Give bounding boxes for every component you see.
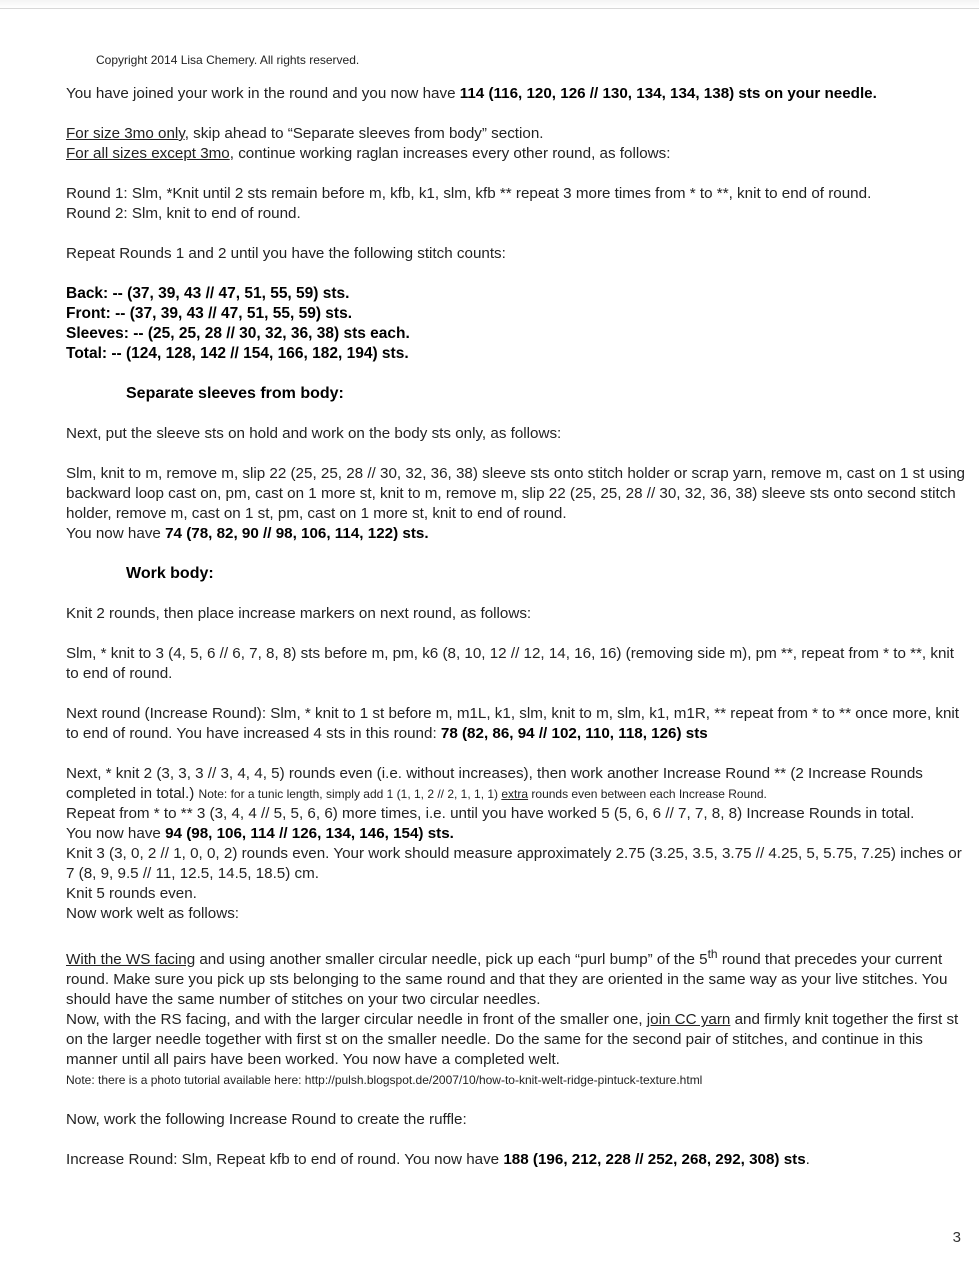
tutorial-note: Note: there is a photo tutorial available here: http://pulsh.blogspot.de/2007/10/how-to-knit-welt-ridge-pintuck-texture.html bbox=[66, 1073, 703, 1088]
now-have-count: 94 (98, 106, 114 // 126, 134, 146, 154) sts. bbox=[165, 825, 454, 842]
top-edge bbox=[0, 0, 979, 9]
repeat-rounds: Repeat Rounds 1 and 2 until you have the following stitch counts: bbox=[66, 245, 506, 262]
increase-round-text: Next round (Increase Round): Slm, * knit to 1 st before m, m1L, k1, slm, knit to m, slm, k1, m1R, ** repeat from * to ** once more, knit to end of round. You have increased 4 sts in this round: bbox=[66, 705, 960, 742]
page-number: 3 bbox=[952, 1229, 961, 1246]
ruffle-text: Increase Round: Slm, Repeat kfb to end of round. You now have bbox=[66, 1151, 504, 1169]
separate-now-count: 74 (78, 82, 90 // 98, 106, 114, 122) sts. bbox=[165, 525, 429, 542]
tunic-note-b: rounds even between each Increase Round. bbox=[528, 787, 767, 801]
ruffle-tail: . bbox=[805, 1151, 810, 1169]
rs-text-b: and firmly knit together the first st on the larger needle together with first st on the smaller needle. Do the same for the second pair of stitches, and continue in this manner until all pairs have been worked. You now have a completed welt. bbox=[66, 1011, 959, 1069]
ws-superscript: th bbox=[707, 947, 718, 961]
all-sizes-text: , continue working raglan increases every other round, as follows: bbox=[229, 145, 671, 162]
separate-now bbox=[66, 524, 966, 544]
size-3mo-label: For size 3mo only bbox=[66, 125, 185, 142]
next-knit bbox=[66, 764, 966, 804]
ruffle-round bbox=[66, 1150, 966, 1170]
increase-round-count: 78 (82, 86, 94 // 102, 110, 118, 126) sts bbox=[440, 725, 708, 742]
round-1: Round 1: Slm, *Knit until 2 sts remain before m, kfb, k1, slm, kfb ** repeat 3 more times from * to **, knit to end of round. bbox=[66, 185, 872, 202]
join-cc-yarn: join CC yarn bbox=[646, 1011, 731, 1029]
knit-2-rounds: Knit 2 rounds, then place increase markers on next round, as follows: bbox=[66, 605, 532, 622]
place-markers: Slm, * knit to 3 (4, 5, 6 // 6, 7, 8, 8) sts before m, pm, k6 (8, 10, 12 // 12, 14, 16, 16) (removing side m), pm **, repeat from * to **, knit to end of round. bbox=[66, 645, 955, 682]
knit-3-rounds: Knit 3 (3, 0, 2 // 1, 0, 0, 2) rounds even. Your work should measure approximately 2.75 (3.25, 3.5, 3.75 // 4.25, 5, 5.75, 7.25) inches or 7 (8, 9, 9.5 // 11, 12.5, 14.5, 18.5) cm. bbox=[66, 845, 962, 882]
joined-text: You have joined your work in the round and you now have bbox=[66, 85, 460, 102]
separate-now-text: You now have bbox=[66, 525, 166, 542]
size-3mo-line bbox=[66, 124, 966, 144]
count-back: Back: -- (37, 39, 43 // 47, 51, 55, 59) sts. bbox=[66, 285, 350, 302]
next-knit-text: Next, * knit 2 (3, 3, 3 // 3, 4, 4, 5) rounds even (i.e. without increases), then work another Increase Round ** (2 Increase Rounds completed in total.) bbox=[66, 765, 923, 802]
rs-paragraph bbox=[66, 1010, 966, 1070]
stitch-counts bbox=[66, 284, 966, 364]
rs-text-a: Now, with the RS facing, and with the larger circular needle in front of the smaller one, bbox=[66, 1011, 647, 1029]
knit-5-rounds: Knit 5 rounds even. bbox=[66, 885, 197, 902]
separate-intro: Next, put the sleeve sts on hold and work on the body sts only, as follows: bbox=[66, 425, 562, 442]
count-front: Front: -- (37, 39, 43 // 47, 51, 55, 59) sts. bbox=[66, 305, 353, 322]
ruffle-intro: Now, work the following Increase Round to create the ruffle: bbox=[66, 1111, 467, 1129]
increase-round bbox=[66, 704, 966, 744]
copyright-notice: Copyright 2014 Lisa Chemery. All rights reserved. bbox=[96, 53, 360, 67]
all-sizes-line bbox=[66, 144, 966, 164]
now-have bbox=[66, 824, 966, 844]
document-page bbox=[66, 52, 966, 1170]
size-3mo-text: , skip ahead to “Separate sleeves from body” section. bbox=[184, 125, 544, 142]
joined-count: 114 (116, 120, 126 // 130, 134, 134, 138) sts on your needle. bbox=[459, 85, 877, 102]
ruffle-count: 188 (196, 212, 228 // 252, 268, 292, 308) sts bbox=[503, 1151, 806, 1169]
repeat-from: Repeat from * to ** 3 (3, 4, 4 // 5, 5, 6, 6) more times, i.e. until you have worked 5 (5, 6, 6 // 7, 7, 8, 8) Increase Rounds in total. bbox=[66, 805, 915, 822]
tunic-note-a: Note: for a tunic length, simply add 1 (1, 1, 2 // 2, 1, 1, 1) bbox=[198, 787, 502, 801]
all-sizes-label: For all sizes except 3mo bbox=[66, 145, 230, 162]
now-have-text: You now have bbox=[66, 825, 166, 842]
separate-heading: Separate sleeves from body: bbox=[126, 385, 344, 402]
ws-paragraph bbox=[66, 944, 966, 1010]
work-body-heading: Work body: bbox=[126, 565, 214, 582]
count-total: Total: -- (124, 128, 142 // 154, 166, 182, 194) sts. bbox=[66, 345, 409, 362]
joined-paragraph bbox=[66, 84, 966, 104]
welt-intro: Now work welt as follows: bbox=[66, 905, 240, 922]
ws-text-a: and using another smaller circular needle, pick up each “purl bump” of the 5 bbox=[195, 951, 708, 969]
round-2: Round 2: Slm, knit to end of round. bbox=[66, 205, 301, 222]
separate-body: Slm, knit to m, remove m, slip 22 (25, 25, 28 // 30, 32, 36, 38) sleeve sts onto stitch holder or scrap yarn, remove m, cast on 1 st using backward loop cast on, pm, cast on 1 more st, knit to m, remove m, slip 22 (25, 25, 28 // 30, 32, 36, 38) sleeve sts onto second stitch holder, remove m, cast on 1 st, pm, cast on 1 more st, knit to end of round. bbox=[66, 465, 965, 522]
ws-facing-label: With the WS facing bbox=[66, 951, 196, 969]
tunic-note-extra: extra bbox=[501, 787, 529, 801]
ws-text-b: round that precedes your current round. Make sure you pick up sts belonging to the same round and that they are oriented in the same way as your live stitches. You should have the same number of stitches on your two circular needles. bbox=[66, 951, 948, 1009]
count-sleeves: Sleeves: -- (25, 25, 28 // 30, 32, 36, 38) sts each. bbox=[66, 325, 410, 342]
